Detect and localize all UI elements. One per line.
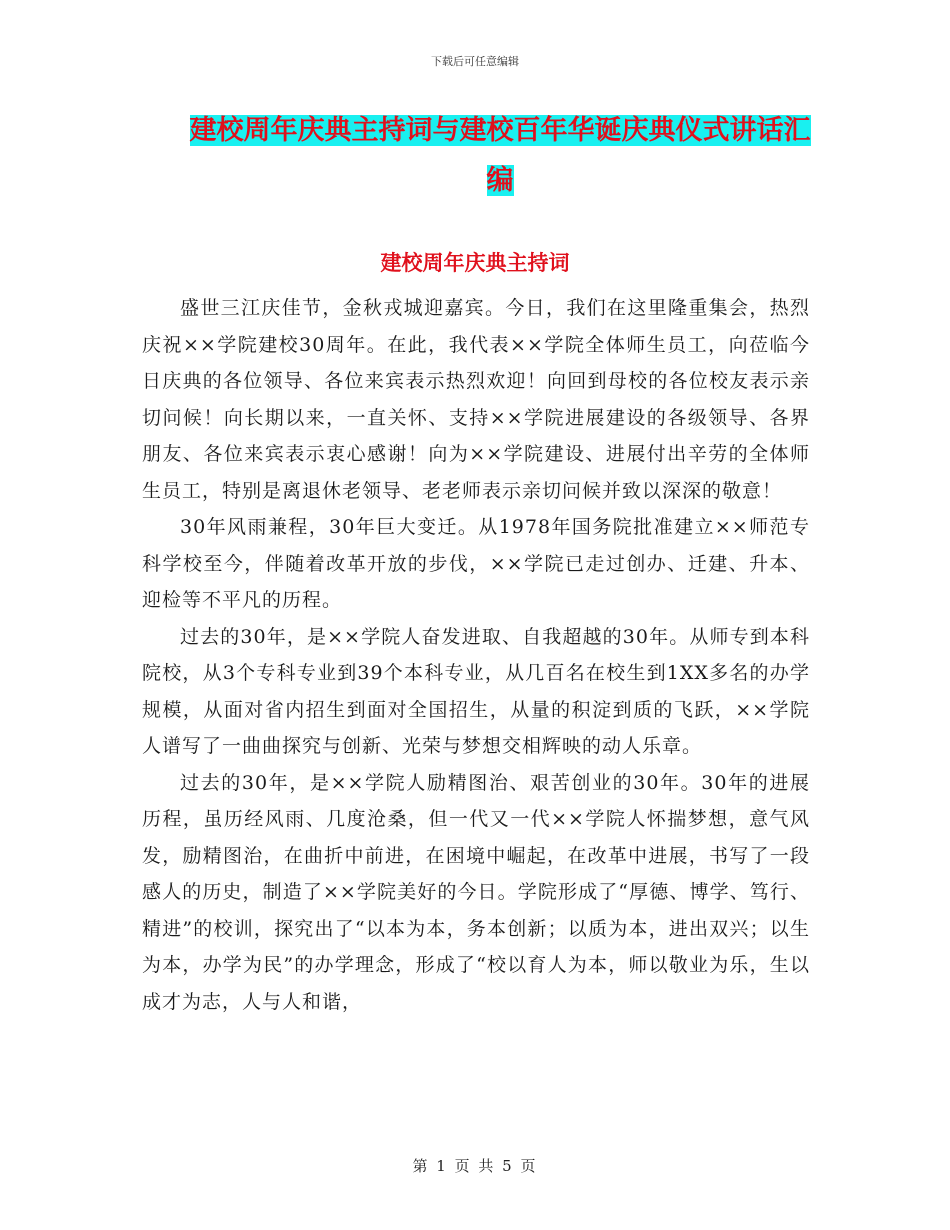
paragraph: 过去的30年，是××学院人励精图治、艰苦创业的30年。30年的进展历程，虽历经风雨、几度沧桑，但一代又一代××学院人怀揣梦想，意气风发，励精图治，在曲折中前进，在困境中崛起，在改革中进展，书写了一段感人的历史，制造了××学院美好的今日。学院形成了“厚德、博学、笃行、精进”的校训，探究出了“以本为本，务本创新；以质为本，进出双兴；以生为本，办学为民”的办学理念，形成了“校以育人为本，师以敬业为乐，生以成才为志，人与人和谐， bbox=[142, 771, 810, 1013]
paragraph: 30年风雨兼程，30年巨大变迁。从1978年国务院批准建立××师范专科学校至今，伴随着改革开放的步伐，××学院已走过创办、迁建、升本、迎检等不平凡的历程。 bbox=[142, 516, 810, 611]
paragraph: 盛世三江庆佳节，金秋戎城迎嘉宾。今日，我们在这里隆重集会，热烈庆祝××学院建校30周年。在此，我代表××学院全体师生员工，向莅临今日庆典的各位领导、各位来宾表示热烈欢迎！向回到母校的各位校友表示亲切问候！向长期以来，一直关怀、支持××学院进展建设的各级领导、各界朋友、各位来宾表示衷心感谢！向为××学院建设、进展付出辛劳的全体师生员工，特别是离退休老领导、老老师表示亲切问候并致以深深的敬意！ bbox=[142, 297, 810, 502]
section-title: 建校周年庆典主持词 bbox=[380, 251, 570, 275]
document-title-text: 建校周年庆典主持词与建校百年华诞庆典仪式讲话汇编 bbox=[189, 115, 811, 196]
header-note: 下载后可任意编辑 bbox=[431, 55, 519, 68]
document-title bbox=[180, 106, 820, 206]
paragraph: 过去的30年，是××学院人奋发进取、自我超越的30年。从师专到本科院校，从3个专科专业到39个本科专业，从几百名在校生到1XX多名的办学规模，从面对省内招生到面对全国招生，从量的积淀到质的飞跃，××学院人谱写了一曲曲探究与创新、光荣与梦想交相辉映的动人乐章。 bbox=[142, 625, 810, 757]
page-footer: 第 1 页 共 5 页 bbox=[412, 1157, 538, 1175]
document-body bbox=[142, 290, 810, 1020]
